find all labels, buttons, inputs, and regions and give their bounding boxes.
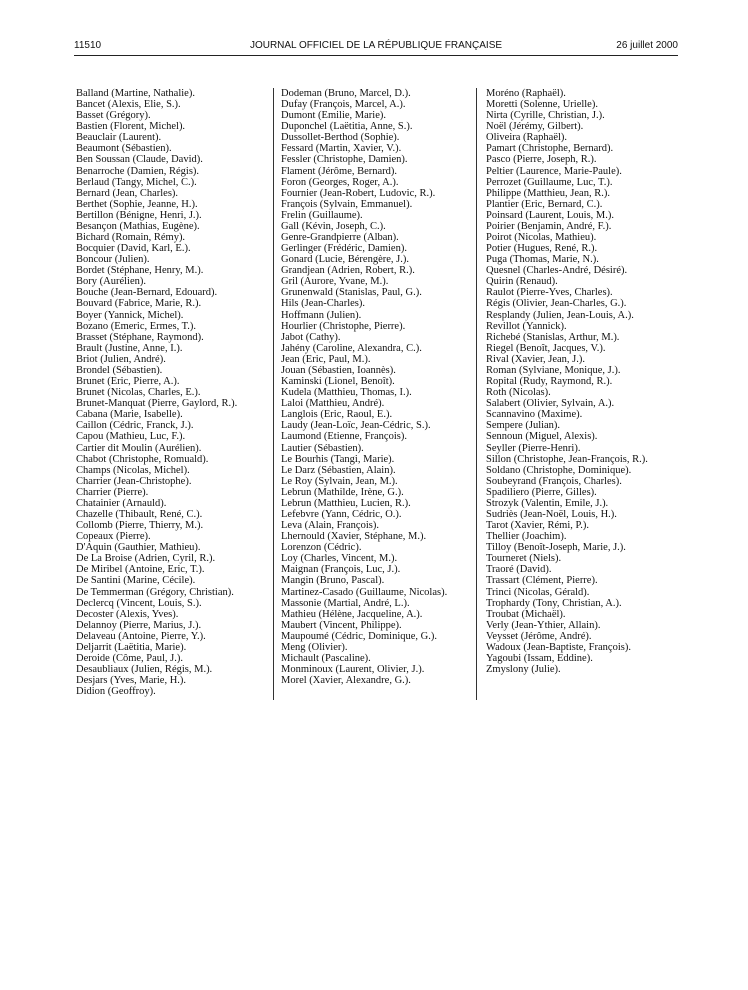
name-entry: Pamart (Christophe, Bernard). [486,143,614,155]
name-entry: Mathieu (Hélène, Jacqueline, A.). [281,608,423,620]
name-entry: Roth (Nicolas). [486,387,551,399]
name-entry: Bancet (Alexis, Elie, S.). [76,99,181,111]
name-entry: Sempere (Julian). [486,420,561,432]
name-entry: Revillot (Yannick). [486,320,567,332]
name-entry: Lautier (Sébastien). [281,442,364,454]
name-entry: Bertillon (Bénigne, Henri, J.). [76,209,202,221]
name-entry: Jouan (Sébastien, Ioannès). [281,364,396,376]
name-entry: Basset (Grégory). [76,110,151,122]
name-entry: Maubert (Vincent, Philippe). [281,619,402,631]
column-divider-2 [476,88,477,700]
name-entry: Gall (Kévin, Joseph, C.). [281,220,386,232]
name-entry: Noël (Jérémy, Gilbert). [486,121,584,133]
name-entry: Oliveira (Raphaël). [486,132,568,144]
name-entry: Trophardy (Tony, Christian, A.). [486,597,622,609]
name-entry: Champs (Nicolas, Michel). [76,464,190,476]
name-entry: Quesnel (Charles-André, Désiré). [486,265,628,277]
name-entry: Traoré (David). [486,564,552,576]
name-entry: Poirier (Benjamin, André, F.). [486,220,612,232]
name-entry: Nirta (Cyrille, Christian, J.). [486,110,605,122]
name-entry: Charrier (Jean-Christophe). [76,475,192,487]
name-entry: Perrozet (Guillaume, Luc, T.). [486,176,613,188]
name-entry: Ben Soussan (Claude, David). [76,154,203,166]
name-entry: De Santini (Marine, Cécile). [76,575,196,587]
name-entry: Ropital (Rudy, Raymond, R.). [486,376,613,388]
name-entry: Tilloy (Benoît-Joseph, Marie, J.). [486,542,626,554]
name-entry: François (Sylvain, Emmanuel). [281,198,413,210]
name-entry: Soldano (Christophe, Dominique). [486,464,632,476]
page-header [74,40,678,54]
name-entry: Lebrun (Mathilde, Irène, G.). [281,486,404,498]
name-entry: Brunet (Eric, Pierre, A.). [76,376,180,388]
name-entry: Beaumont (Sébastien). [76,143,172,155]
name-entry: Bory (Aurélien). [76,276,146,288]
name-entry: Maignan (François, Luc, J.). [281,564,401,576]
name-column-1 [76,88,271,697]
name-entry: Grandjean (Adrien, Robert, R.). [281,265,415,277]
name-entry: Meng (Olivier). [281,641,348,653]
name-entry: Zmyslony (Julie). [486,664,561,676]
name-entry: Mangin (Bruno, Pascal). [281,575,385,587]
name-entry: Puga (Thomas, Marie, N.). [486,254,599,266]
name-entry: Bouvard (Fabrice, Marie, R.). [76,298,202,310]
name-entry: Brondel (Sébastien). [76,364,163,376]
name-entry: Le Roy (Sylvain, Jean, M.). [281,475,398,487]
name-entry: Moréno (Raphaël). [486,88,566,99]
name-entry: Bastien (Florent, Michel). [76,121,186,133]
name-entry: Cartier dit Moulin (Aurélien). [76,442,202,454]
name-entry: Le Bourhis (Tangi, Marie). [281,453,395,465]
name-entry: Tourneret (Niels). [486,553,562,565]
name-entry: Veysset (Jérôme, André). [486,630,592,642]
name-entry: Delaveau (Antoine, Pierre, Y.). [76,630,206,642]
name-entry: Richebé (Stanislas, Arthur, M.). [486,331,620,343]
name-entry: Moretti (Solenne, Urielle). [486,99,598,111]
name-entry: Trassart (Clément, Pierre). [486,575,598,587]
name-entry: Boncour (Julien). [76,254,150,266]
name-entry: Desjars (Yves, Marie, H.). [76,675,187,687]
name-entry: Langlois (Eric, Raoul, E.). [281,409,393,421]
name-entry: Berthet (Sophie, Jeanne, H.). [76,198,198,210]
name-entry: Deroide (Côme, Paul, J.). [76,652,184,664]
name-entry: Yagoubi (Issam, Eddine). [486,652,593,664]
name-entry: Riegel (Benoît, Jacques, V.). [486,342,606,354]
name-entry: Bichard (Romain, Rémy). [76,232,186,244]
name-entry: Fessler (Christophe, Damien). [281,154,408,166]
name-entry: Chatainier (Arnauld). [76,497,167,509]
name-entry: Flament (Jérôme, Bernard). [281,165,398,177]
name-entry: Benarroche (Damien, Régis). [76,165,200,177]
name-entry: Trinci (Nicolas, Gérald). [486,586,590,598]
name-entry: Lefebvre (Yann, Cédric, O.). [281,508,402,520]
name-entry: Rival (Xavier, Jean, J.). [486,353,586,365]
name-entry: De La Broise (Adrien, Cyril, R.). [76,553,216,565]
name-entry: Sudriès (Jean-Noël, Louis, H.). [486,508,617,520]
name-column-3 [486,88,681,675]
name-entry: Dufay (François, Marcel, A.). [281,99,406,111]
name-entry: Philippe (Matthieu, Jean, R.). [486,187,610,199]
name-entry: Seyller (Pierre-Henri). [486,442,581,454]
page-number: 11510 [74,40,102,51]
name-entry: Martinez-Casado (Guillaume, Nicolas). [281,586,448,598]
name-entry: Brunet-Manquat (Pierre, Gaylord, R.). [76,398,238,410]
name-entry: Laudy (Jean-Loïc, Jean-Cédric, S.). [281,420,431,432]
name-entry: Leva (Alain, François). [281,520,379,532]
name-entry: Laumond (Etienne, François). [281,431,407,443]
name-entry: Verly (Jean-Ythier, Allain). [486,619,601,631]
name-entry: Delannoy (Pierre, Marius, J.). [76,619,202,631]
name-entry: Cabana (Marie, Isabelle). [76,409,183,421]
name-entry: Lebrun (Matthieu, Lucien, R.). [281,497,411,509]
name-entry: Bordet (Stéphane, Henry, M.). [76,265,204,277]
name-entry: Sennoun (Miguel, Alexis). [486,431,598,443]
name-entry: Maupoumé (Cédric, Dominique, G.). [281,630,438,642]
name-entry: Poirot (Nicolas, Mathieu). [486,232,597,244]
name-entry: Quirin (Renaud). [486,276,558,288]
name-entry: De Miribel (Antoine, Eric, T.). [76,564,205,576]
name-entry: Berlaud (Tangy, Michel, C.). [76,176,197,188]
name-entry: Chazelle (Thibault, René, C.). [76,508,203,520]
name-entry: De Temmerman (Grégory, Christian). [76,586,234,598]
name-entry: Besançon (Mathias, Eugène). [76,220,200,232]
name-entry: Laloi (Matthieu, André). [281,398,385,410]
name-entry: Duponchel (Laëtitia, Anne, S.). [281,121,413,133]
name-entry: Bozano (Emeric, Ermes, T.). [76,320,197,332]
column-divider-1 [273,88,274,700]
name-entry: Genre-Grandpierre (Alban). [281,232,399,244]
name-entry: Jabot (Cathy). [281,331,341,343]
name-entry: Scannavino (Maxime). [486,409,583,421]
name-entry: Monminoux (Laurent, Olivier, J.). [281,664,425,676]
name-entry: Salabert (Olivier, Sylvain, A.). [486,398,615,410]
name-entry: Jahény (Caroline, Alexandra, C.). [281,342,422,354]
name-entry: Briot (Julien, André). [76,353,166,365]
name-entry: Sillon (Christophe, Jean-François, R.). [486,453,648,465]
name-entry: Thellier (Joachim). [486,531,567,543]
name-entry: Lhernould (Xavier, Stéphane, M.). [281,531,427,543]
name-entry: Collomb (Pierre, Thierry, M.). [76,520,204,532]
name-entry: Loy (Charles, Vincent, M.). [281,553,398,565]
name-entry: Soubeyrand (François, Charles). [486,475,622,487]
name-entry: Dumont (Emilie, Marie). [281,110,386,122]
name-entry: Régis (Olivier, Jean-Charles, G.). [486,298,627,310]
name-entry: Strozyk (Valentin, Emile, J.). [486,497,609,509]
journal-title: JOURNAL OFFICIEL DE LA RÉPUBLIQUE FRANÇAISE [249,40,503,51]
name-entry: Beauclair (Laurent). [76,132,162,144]
name-entry: Declercq (Vincent, Louis, S.). [76,597,202,609]
name-column-2 [281,88,476,686]
name-entry: Massonie (Martial, André, L.). [281,597,410,609]
name-entry: Wadoux (Jean-Baptiste, François). [486,641,631,653]
name-entry: Deljarrit (Laëtitia, Marie). [76,641,187,653]
name-entry: Lorenzon (Cédric). [281,542,362,554]
name-entry: Bouche (Jean-Bernard, Edouard). [76,287,218,299]
name-entry: Plantier (Eric, Bernard, C.). [486,198,603,210]
name-entry: Kudela (Matthieu, Thomas, I.). [281,387,412,399]
name-entry: Frelin (Guillaume). [281,209,363,221]
name-entry: Gerlinger (Frédéric, Damien). [281,243,407,255]
name-entry: Kaminski (Lionel, Benoît). [281,376,395,388]
name-entry: Bernard (Jean, Charles). [76,187,179,199]
name-entry: D'Aquin (Gauthier, Mathieu). [76,542,201,554]
name-entry: Desaubliaux (Julien, Régis, M.). [76,664,213,676]
name-entry: Bocquier (David, Karl, E.). [76,243,191,255]
name-entry: Morel (Xavier, Alexandre, G.). [281,675,411,687]
name-entry: Spadiliero (Pierre, Gilles). [486,486,597,498]
name-entry: Boyer (Yannick, Michel). [76,309,184,321]
name-entry: Charrier (Pierre). [76,486,149,498]
name-entry: Gril (Aurore, Yvane, M.). [281,276,389,288]
name-entry: Hoffmann (Julien). [281,309,362,321]
name-entry: Dussollet-Berthod (Sophie). [281,132,400,144]
name-entry: Copeaux (Pierre). [76,531,151,543]
name-entry: Caillon (Cédric, Franck, J.). [76,420,194,432]
name-entry: Dodeman (Bruno, Marcel, D.). [281,88,411,99]
name-entry: Didion (Geoffroy). [76,686,156,698]
name-entry: Brunet (Nicolas, Charles, E.). [76,387,201,399]
name-entry: Troubat (Michaël). [486,608,566,620]
name-entry: Balland (Martine, Nathalie). [76,88,195,99]
name-entry: Gonard (Lucie, Bérengère, J.). [281,254,409,266]
publication-date: 26 juillet 2000 [616,40,678,51]
name-entry: Brault (Justine, Anne, I.). [76,342,183,354]
name-entry: Potier (Hugues, René, R.). [486,243,598,255]
name-entry: Poinsard (Laurent, Louis, M.). [486,209,615,221]
name-entry: Capou (Mathieu, Luc, F.). [76,431,186,443]
name-entry: Chabot (Christophe, Romuald). [76,453,209,465]
name-entry: Grunenwald (Stanislas, Paul, G.). [281,287,422,299]
name-entry: Le Darz (Sébastien, Alain). [281,464,396,476]
name-entry: Resplandy (Julien, Jean-Louis, A.). [486,309,634,321]
name-entry: Hils (Jean-Charles). [281,298,365,310]
name-entry: Hourlier (Christophe, Pierre). [281,320,406,332]
name-entry: Fournier (Jean-Robert, Ludovic, R.). [281,187,436,199]
name-entry: Roman (Sylviane, Monique, J.). [486,364,621,376]
name-entry: Jean (Eric, Paul, M.). [281,353,371,365]
name-entry: Decoster (Alexis, Yves). [76,608,179,620]
name-entry: Tarot (Xavier, Rémi, P.). [486,520,589,532]
name-entry: Peltier (Laurence, Marie-Paule). [486,165,622,177]
header-rule [74,55,678,56]
name-entry: Brasset (Stéphane, Raymond). [76,331,204,343]
name-entry: Michault (Pascaline). [281,652,371,664]
name-entry: Pasco (Pierre, Joseph, R.). [486,154,597,166]
name-entry: Foron (Georges, Roger, A.). [281,176,399,188]
name-entry: Raulot (Pierre-Yves, Charles). [486,287,613,299]
name-entry: Fessard (Martin, Xavier, V.). [281,143,402,155]
